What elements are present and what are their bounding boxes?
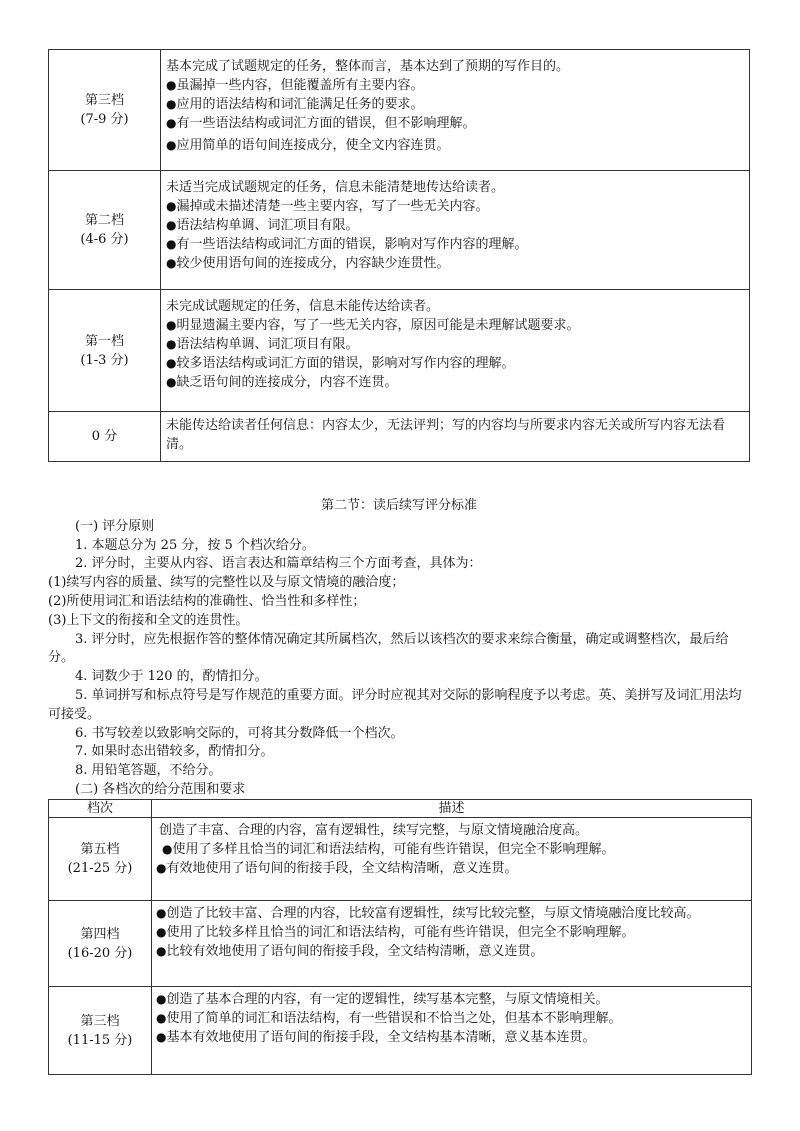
criterion: ● 有效地使用了语句间的衔接手段，全文结构清晰，意义连贯。 bbox=[156, 859, 747, 878]
level-name: 0 分 bbox=[91, 429, 118, 444]
criterion: ● 明显遗漏主要内容，写了一些无关内容，原因可能是未理解试题要求。 bbox=[166, 316, 745, 335]
criterion: ● 语法结构单调、词汇项目有限。 bbox=[166, 216, 745, 235]
level-range: (1-3 分) bbox=[80, 352, 129, 368]
rubric-row-level5 bbox=[49, 818, 752, 901]
level-cell bbox=[49, 50, 161, 171]
criterion: ● 基本有效地使用了语句间的衔接手段，全文结构基本清晰，意义基本连贯。 bbox=[156, 1028, 747, 1047]
level-cell bbox=[49, 818, 152, 901]
principle-item: 6. 书写较差以致影响交际的，可将其分数降低一个档次。 bbox=[75, 725, 404, 741]
description-cell bbox=[161, 50, 750, 171]
description-cell bbox=[152, 818, 752, 901]
continuation-rubric-table bbox=[48, 799, 752, 1075]
criterion: ● 应用的语法结构和词汇能满足任务的要求。 bbox=[166, 95, 745, 114]
level-range: (11-15 分) bbox=[67, 1032, 133, 1048]
description-cell bbox=[161, 290, 750, 412]
criterion: ● 创造了比较丰富、合理的内容，比较富有逻辑性，续写比较完整，与原文情境融洽度比较高。 bbox=[156, 904, 747, 923]
principle-item: 4. 词数少于 120 的，酌情扣分。 bbox=[75, 669, 268, 685]
description-cell bbox=[161, 171, 750, 290]
criterion: ● 较多语法结构或词汇方面的错误，影响对写作内容的理解。 bbox=[166, 354, 745, 373]
description-summary: 未能传达给读者任何信息：内容太少，无法评判；写的内容均与所要求内容无关或所写内容无法看清。 bbox=[166, 418, 726, 452]
rubric-row-level1 bbox=[49, 290, 750, 412]
level-range: (16-20 分) bbox=[67, 945, 133, 961]
criterion: ● 比较有效地使用了语句间的衔接手段，全文结构清晰，意义连贯。 bbox=[156, 942, 747, 961]
criterion: ● 较少使用语句间的连接成分，内容缺少连贯性。 bbox=[166, 254, 745, 273]
level-name: 第四档 bbox=[80, 926, 120, 942]
principle-item: 8. 用铅笔答题，不给分。 bbox=[75, 763, 222, 779]
rubric-row-level4 bbox=[49, 901, 752, 987]
criterion: ● 语法结构单调、词汇项目有限。 bbox=[166, 335, 745, 354]
level-name: 第三档 bbox=[80, 1013, 120, 1029]
description-cell bbox=[152, 901, 752, 987]
level-range: (4-6 分) bbox=[80, 232, 129, 247]
level-name: 第五档 bbox=[80, 842, 120, 857]
level-cell bbox=[49, 412, 161, 462]
rubric-row-level0 bbox=[49, 412, 750, 462]
rubric-row-level3 bbox=[49, 50, 750, 171]
principle-subitem: (3)上下文的衔接和全文的连贯性。 bbox=[48, 612, 249, 628]
principle-item: 5. 单词拼写和标点符号是写作规范的重要方面。评分时应视其对交际的影响程度予以考虑。英、美拼写及词汇用法均可接受。 bbox=[48, 687, 742, 722]
criterion: ● 虽漏掉一些内容，但能覆盖所有主要内容。 bbox=[166, 76, 745, 95]
description-summary: 未适当完成试题规定的任务，信息未能清楚地传达给读者。 bbox=[166, 180, 505, 195]
level-name: 第二档 bbox=[84, 213, 124, 228]
header-description: 描述 bbox=[152, 800, 752, 818]
criterion: ● 有一些语法结构或词汇方面的错误，影响对写作内容的理解。 bbox=[166, 235, 745, 254]
principle-subitem: (1)续写内容的质量、续写的完整性以及与原文情境的融洽度； bbox=[48, 575, 405, 591]
principle-item: 1. 本题总分为 25 分，按 5 个档次给分。 bbox=[75, 537, 315, 553]
writing-rubric-table-part1 bbox=[48, 49, 750, 462]
principle-item: 7. 如果时态出错较多，酌情扣分。 bbox=[75, 744, 274, 760]
principle-subitem: (2)所使用词汇和语法结构的准确性、恰当性和多样性； bbox=[48, 593, 366, 609]
criterion: ● 创造了基本合理的内容，有一定的逻辑性，续写基本完整，与原文情境相关。 bbox=[156, 990, 747, 1009]
criterion: ● 使用了简单的词汇和语法结构，有一些错误和不恰当之处，但基本不影响理解。 bbox=[156, 1009, 747, 1028]
level-range: (21-25 分) bbox=[67, 861, 133, 876]
criterion: ● 缺乏语句间的连接成分，内容不连贯。 bbox=[166, 373, 745, 392]
criterion: ● 使用了比较多样且恰当的词汇和语法结构，可能有些许错误，但完全不影响理解。 bbox=[156, 923, 747, 942]
description-cell bbox=[161, 412, 750, 462]
continuation-writing-section bbox=[48, 497, 750, 800]
level-name: 第一档 bbox=[84, 333, 124, 349]
description-summary: 创造了丰富、合理的内容，富有逻辑性，续写完整，与原文情境融洽度高。 bbox=[159, 823, 589, 838]
description-summary: 基本完成了试题规定的任务，整体而言，基本达到了预期的写作目的。 bbox=[166, 59, 570, 74]
criterion: ● 应用简单的语句间连接成分，使全文内容连贯。 bbox=[166, 136, 745, 155]
criterion: ● 使用了多样且恰当的词汇和语法结构，可能有些许错误，但完全不影响理解。 bbox=[156, 840, 747, 859]
header-level: 档次 bbox=[49, 800, 152, 818]
section-title: 第二节：读后续写评分标准 bbox=[320, 498, 477, 513]
rubric-row-level2 bbox=[49, 171, 750, 290]
table-header-row bbox=[49, 800, 752, 818]
level-cell bbox=[49, 901, 152, 987]
level-name: 第三档 bbox=[84, 93, 124, 108]
criterion: ● 漏掉或未描述清楚一些主要内容，写了一些无关内容。 bbox=[166, 197, 745, 216]
levels-heading: (二) 各档次的给分范围和要求 bbox=[75, 781, 246, 797]
level-cell bbox=[49, 987, 152, 1075]
principle-item: 2. 评分时，主要从内容、语言表达和篇章结构三个方面考查，具体为： bbox=[75, 556, 482, 572]
criterion: ● 有一些语法结构或词汇方面的错误，但不影响理解。 bbox=[166, 114, 745, 133]
level-cell bbox=[49, 290, 161, 412]
level-cell bbox=[49, 171, 161, 290]
description-cell bbox=[152, 987, 752, 1075]
description-summary: 未完成试题规定的任务，信息未能传达给读者。 bbox=[166, 299, 440, 314]
principle-item: 3. 评分时，应先根据作答的整体情况确定其所属档次，然后以该档次的要求来综合衡量，确定或调整档次，最后给分。 bbox=[48, 631, 729, 666]
level-range: (7-9 分) bbox=[80, 112, 129, 127]
rubric-row-level3 bbox=[49, 987, 752, 1075]
principles-heading: (一) 评分原则 bbox=[75, 518, 155, 534]
